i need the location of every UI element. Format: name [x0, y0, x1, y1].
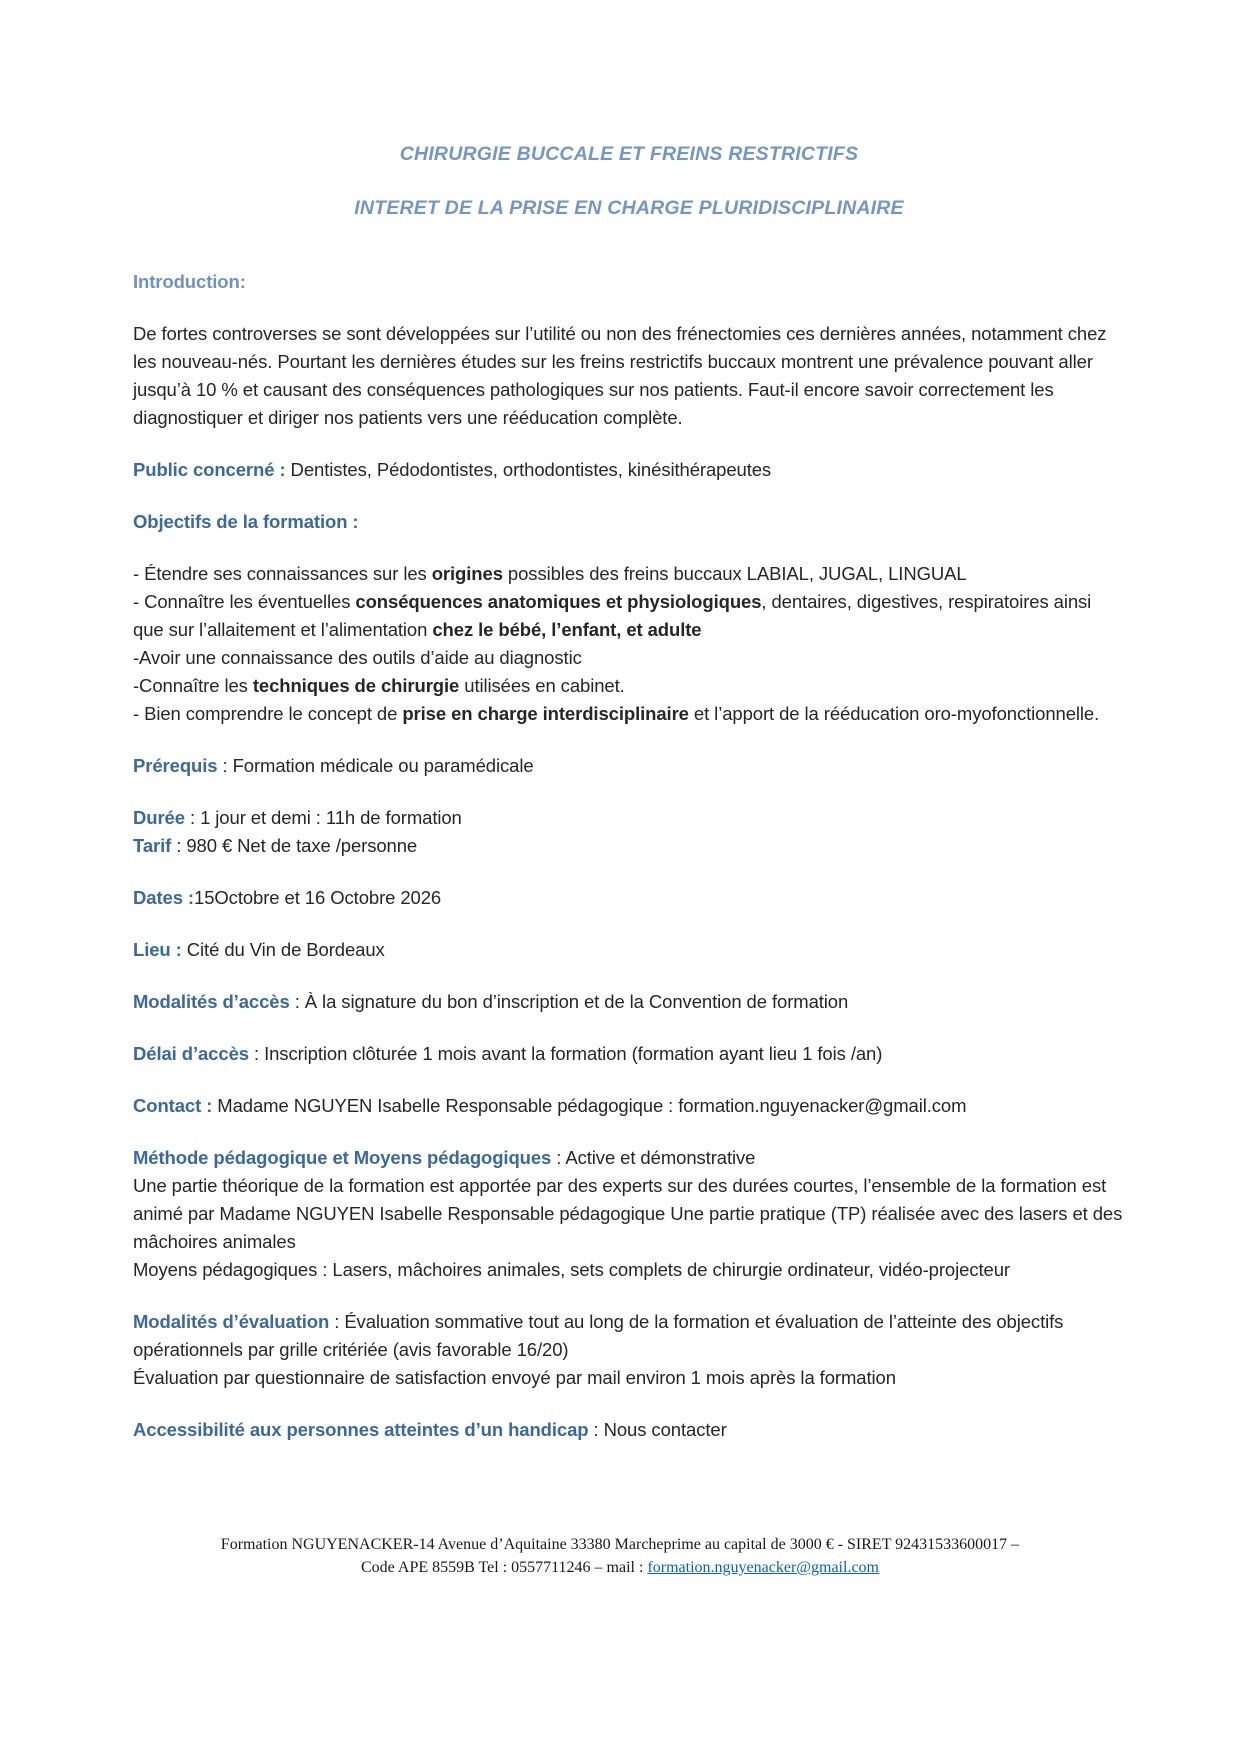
duree-tarif — [133, 804, 1125, 860]
text-span: Madame NGUYEN Isabelle Responsable pédagogique : formation.nguyenacker@gmail.com — [212, 1095, 967, 1116]
text-span: et l’apport de la rééducation oro-myofonctionnelle. — [688, 703, 1100, 724]
text-span: Dentistes, Pédodontistes, orthodontistes, kinésithérapeutes — [285, 459, 772, 480]
document-title-line2: INTERET DE LA PRISE EN CHARGE PLURIDISCIPLINAIRE — [354, 197, 904, 219]
public-concerne — [133, 456, 1125, 484]
text-line — [133, 456, 1125, 484]
text-line — [133, 804, 1125, 832]
text-span: Moyens pédagogiques : Lasers, mâchoires animales, sets complets de chirurgie ordinateur, vidéo-projecteur — [133, 1259, 1010, 1280]
text-span: De fortes controverses se sont développées sur l’utilité ou non des frénectomies ces dernières années, notamment chez les nouveau-nés. Pourtant les dernières études sur les freins restrictifs buccaux montrent une prévalence pouvant aller jusqu’à 10 % et causant des conséquences pathologiques sur nos patients. Faut-il encore savoir correctement les diagnostiquer et diriger nos patients vers une rééducation complète. — [133, 323, 1107, 428]
text-line — [133, 268, 1125, 296]
dates — [133, 884, 1125, 912]
modalites-evaluation — [133, 1308, 1125, 1392]
text-line — [133, 1308, 1125, 1364]
text-line — [133, 560, 1125, 588]
text-span: prise en charge interdisciplinaire — [402, 703, 689, 724]
document-content — [133, 140, 1125, 1444]
prerequis — [133, 752, 1125, 780]
text-span: techniques de chirurgie — [252, 675, 460, 696]
text-span: -Connaître les — [133, 675, 253, 696]
text-line — [133, 672, 1125, 700]
text-span: : Active et démonstrative — [551, 1147, 756, 1168]
text-line — [133, 936, 1125, 964]
text-line — [133, 700, 1125, 728]
page-footer — [0, 1533, 1240, 1579]
text-span: : Évaluation sommative tout au long de la formation et évaluation de l’atteinte des objectifs opérationnels par grille critériée (avis favorable 16/20) — [133, 1311, 1064, 1360]
text-span: - Bien comprendre le concept de — [133, 703, 403, 724]
text-span: - Étendre ses connaissances sur les — [133, 563, 432, 584]
document-title-line1: CHIRURGIE BUCCALE ET FREINS RESTRICTIFS — [399, 143, 859, 165]
text-line — [133, 988, 1125, 1016]
contact — [133, 1092, 1125, 1120]
text-line — [133, 1416, 1125, 1444]
field-label: Modalités d’évaluation — [133, 1311, 330, 1332]
text-line — [133, 1092, 1125, 1120]
text-span: : Inscription clôturée 1 mois avant la formation (formation ayant lieu 1 fois /an) — [248, 1043, 883, 1064]
objectifs-heading — [133, 508, 1125, 536]
text-line — [133, 508, 1125, 536]
text-span: Évaluation par questionnaire de satisfaction envoyé par mail environ 1 mois après la formation — [133, 1367, 896, 1388]
text-span: , dentaires, digestives, respiratoires ainsi que sur l’allaitement et l’alimentation — [133, 591, 1092, 640]
delai-acces — [133, 1040, 1125, 1068]
footer-line1: Formation NGUYENACKER-14 Avenue d’Aquitaine 33380 Marcheprime au capital de 3000 € - SIRET 92431533600017 – — [220, 1536, 1020, 1553]
text-span: : 980 € Net de taxe /personne — [171, 835, 418, 856]
lieu — [133, 936, 1125, 964]
text-span: Une partie théorique de la formation est apportée par des experts sur des durées courtes, l’ensemble de la formation est animé par Madame NGUYEN Isabelle Responsable pédagogique Une partie pratique (TP) réalisée avec des lasers et des mâchoires animales — [133, 1175, 1123, 1252]
field-label: Public concerné : — [133, 459, 286, 480]
field-label: Contact : — [133, 1095, 213, 1116]
text-line — [133, 1172, 1125, 1256]
text-span: Cité du Vin de Bordeaux — [181, 939, 385, 960]
text-span: origines — [431, 563, 503, 584]
field-label: Tarif — [133, 835, 172, 856]
text-line — [133, 1256, 1125, 1284]
text-span: : Formation médicale ou paramédicale — [217, 755, 534, 776]
text-line — [133, 1144, 1125, 1172]
footer-line2-text: Code APE 8559B Tel : 0557711246 – mail : — [361, 1559, 648, 1576]
text-line — [133, 1364, 1125, 1392]
text-span: possibles des freins buccaux LABIAL, JUGAL, LINGUAL — [502, 563, 967, 584]
text-line — [133, 884, 1125, 912]
field-label: Objectifs de la formation : — [133, 511, 359, 532]
text-span: 15Octobre et 16 Octobre 2026 — [194, 887, 442, 908]
modalites-acces — [133, 988, 1125, 1016]
text-line — [133, 320, 1125, 432]
objectifs-list — [133, 560, 1125, 728]
text-line — [133, 588, 1125, 644]
text-line — [133, 644, 1125, 672]
footer-line2 — [0, 1556, 1240, 1579]
field-label: Prérequis — [133, 755, 218, 776]
text-span: chez le bébé, l’enfant, et adulte — [432, 619, 702, 640]
text-span: conséquences anatomiques et physiologiques — [355, 591, 762, 612]
text-line — [133, 1040, 1125, 1068]
text-span: -Avoir une connaissance des outils d’aide au diagnostic — [133, 647, 582, 668]
field-label: Accessibilité aux personnes atteintes d’un handicap — [133, 1419, 589, 1440]
field-label: Méthode pédagogique et Moyens pédagogiques — [133, 1147, 552, 1168]
accessibilite-handicap — [133, 1416, 1125, 1444]
document-body — [133, 268, 1125, 1444]
text-span: : À la signature du bon d’inscription et de la Convention de formation — [289, 991, 849, 1012]
field-label: Introduction: — [133, 271, 246, 292]
introduction-heading — [133, 268, 1125, 296]
footer-email-link[interactable]: formation.nguyenacker@gmail.com — [647, 1559, 879, 1576]
text-span: - Connaître les éventuelles — [133, 591, 356, 612]
text-line — [133, 752, 1125, 780]
field-label: Lieu : — [133, 939, 182, 960]
text-span: : Nous contacter — [588, 1419, 727, 1440]
methode-pedagogique — [133, 1144, 1125, 1284]
introduction-paragraph — [133, 320, 1125, 432]
text-span: utilisées en cabinet. — [459, 675, 625, 696]
field-label: Dates : — [133, 887, 194, 908]
field-label: Délai d’accès — [133, 1043, 249, 1064]
text-span: : 1 jour et demi : 11h de formation — [184, 807, 462, 828]
text-line — [133, 832, 1125, 860]
field-label: Modalités d’accès — [133, 991, 290, 1012]
field-label: Durée — [133, 807, 185, 828]
